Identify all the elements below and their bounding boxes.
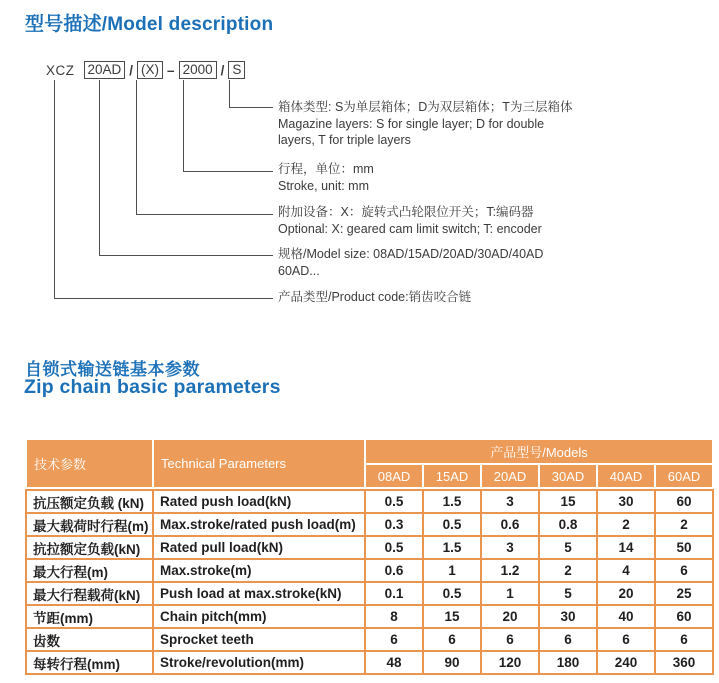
callout-model-size: [278, 246, 543, 279]
row-label-zh: 抗压额定负载 (kN): [27, 491, 152, 512]
value-cell: 1.2: [482, 560, 538, 581]
row-label-zh: 节距(mm): [27, 606, 152, 627]
header-cell-en: Technical Parameters: [154, 440, 364, 487]
value-cell: 6: [656, 560, 712, 581]
value-cell: 1.5: [424, 537, 480, 558]
row-label-en: Rated pull load(kN): [154, 537, 364, 558]
value-cell: 14: [598, 537, 654, 558]
parameters-table-body: [25, 489, 714, 675]
row-label-en: Push load at max.stroke(kN): [154, 583, 364, 604]
value-cell: 20: [482, 606, 538, 627]
callout-line: 产品类型/Product code:销齿咬合链: [278, 290, 472, 304]
callout-line: layers, T for triple layers: [278, 133, 411, 147]
row-label-en: Rated push load(kN): [154, 491, 364, 512]
model-code-separator: –: [167, 62, 175, 78]
value-cell: 48: [366, 652, 422, 673]
callout-optional-equipment: [278, 204, 542, 237]
header-cell-model-60ad: 60AD: [656, 465, 712, 487]
value-cell: 2: [656, 514, 712, 535]
header-cell-model-15ad: 15AD: [424, 465, 480, 487]
value-cell: 0.6: [482, 514, 538, 535]
header-cell-model-20ad: 20AD: [482, 465, 538, 487]
callout-line: 附加设备：X：旋转式凸轮限位开关；T:编码器: [278, 205, 534, 219]
value-cell: 50: [656, 537, 712, 558]
header-cell-model-30ad: 30AD: [540, 465, 596, 487]
value-cell: 120: [482, 652, 538, 673]
header-cell-model-08ad: 08AD: [366, 465, 422, 487]
value-cell: 15: [424, 606, 480, 627]
value-cell: 3: [482, 491, 538, 512]
value-cell: 8: [366, 606, 422, 627]
value-cell: 360: [656, 652, 712, 673]
row-label-en: Max.stroke/rated push load(m): [154, 514, 364, 535]
callout-line: Stroke, unit: mm: [278, 178, 369, 193]
callout-line: 规格/Model size: 08AD/15AD/20AD/30AD/40AD: [278, 247, 544, 261]
value-cell: 2: [540, 560, 596, 581]
zip-chain-title-zh: 自锁式输送链基本参数: [25, 360, 200, 379]
row-label-zh: 最大行程(m): [27, 560, 152, 581]
value-cell: 0.5: [366, 491, 422, 512]
value-cell: 180: [540, 652, 596, 673]
value-cell: 6: [540, 629, 596, 650]
value-cell: 30: [540, 606, 596, 627]
parameters-table: [25, 440, 714, 675]
value-cell: 2: [598, 514, 654, 535]
row-label-en: Chain pitch(mm): [154, 606, 364, 627]
value-cell: 60: [656, 606, 712, 627]
value-cell: 0.5: [424, 514, 480, 535]
parameters-table-header: [27, 440, 712, 487]
value-cell: 0.1: [366, 583, 422, 604]
value-cell: 40: [598, 606, 654, 627]
value-cell: 5: [540, 583, 596, 604]
row-label-en: Stroke/revolution(mm): [154, 652, 364, 673]
row-label-zh: 齿数: [27, 629, 152, 650]
callout-line: 箱体类型: S为单层箱体；D为双层箱体；T为三层箱体: [278, 100, 573, 114]
header-cell-models: 产品型号/Models: [366, 440, 712, 463]
model-code-row: [46, 61, 245, 79]
row-label-en: Max.stroke(m): [154, 560, 364, 581]
value-cell: 15: [540, 491, 596, 512]
callout-line: Optional: X: geared cam limit switch; T: encoder: [278, 221, 542, 236]
connector-magazine: [229, 80, 273, 108]
value-cell: 90: [424, 652, 480, 673]
row-label-en: Sprocket teeth: [154, 629, 364, 650]
value-cell: 25: [656, 583, 712, 604]
value-cell: 0.5: [366, 537, 422, 558]
value-cell: 1: [482, 583, 538, 604]
value-cell: 6: [482, 629, 538, 650]
header-cell-zh: 技术参数: [27, 440, 152, 487]
value-cell: 0.8: [540, 514, 596, 535]
value-cell: 1: [424, 560, 480, 581]
value-cell: 6: [598, 629, 654, 650]
row-label-zh: 最大行程载荷(kN): [27, 583, 152, 604]
value-cell: 5: [540, 537, 596, 558]
header-cell-model-40ad: 40AD: [598, 465, 654, 487]
value-cell: 4: [598, 560, 654, 581]
value-cell: 0.6: [366, 560, 422, 581]
model-code-separator: /: [220, 62, 225, 78]
callout-line: 行程，单位：mm: [278, 162, 374, 176]
model-code-box-stroke: 2000: [179, 61, 217, 79]
row-label-zh: 每转行程(mm): [27, 652, 152, 673]
callout-magazine-layers: [278, 99, 572, 149]
value-cell: 60: [656, 491, 712, 512]
value-cell: 6: [656, 629, 712, 650]
row-label-zh: 最大载荷时行程(m): [27, 514, 152, 535]
row-label-zh: 抗拉额定负载(kN): [27, 537, 152, 558]
value-cell: 6: [424, 629, 480, 650]
value-cell: 30: [598, 491, 654, 512]
model-code-box-layer: S: [228, 61, 245, 79]
value-cell: 20: [598, 583, 654, 604]
model-description-title: 型号描述/Model description: [25, 14, 274, 35]
model-code-box-size: 20AD: [84, 61, 126, 79]
callout-stroke: [278, 161, 374, 194]
value-cell: 240: [598, 652, 654, 673]
value-cell: 6: [366, 629, 422, 650]
value-cell: 1.5: [424, 491, 480, 512]
value-cell: 0.3: [366, 514, 422, 535]
model-code-prefix: XCZ: [46, 62, 75, 78]
zip-chain-title-en: Zip chain basic parameters: [24, 376, 281, 398]
callout-line: 60AD...: [278, 263, 320, 278]
callout-product-code: [278, 289, 471, 306]
model-code-separator: /: [129, 62, 134, 78]
model-code-box-optional: (X): [137, 61, 163, 79]
value-cell: 3: [482, 537, 538, 558]
value-cell: 0.5: [424, 583, 480, 604]
callout-line: Magazine layers: S for single layer; D for double: [278, 116, 545, 131]
